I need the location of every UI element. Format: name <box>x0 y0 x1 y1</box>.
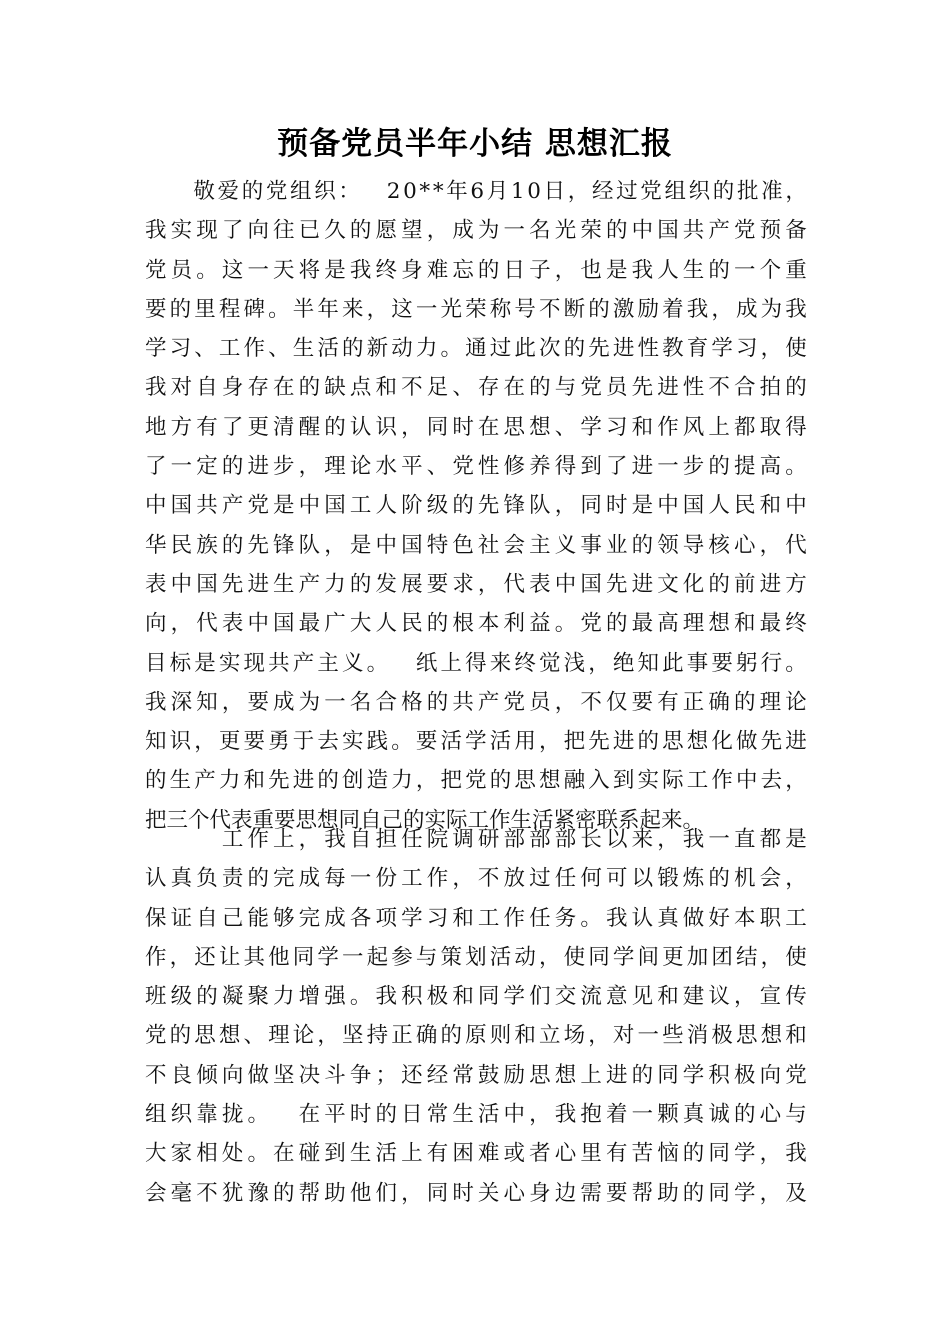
text-line: 我 实 现 了 向 往 已 久 的 愿 望 ， 成 为 一 名 光 荣 的 中 国 共 产 党 预 备 <box>145 218 807 244</box>
text-line: 党 的 思 想 、 理 论 ， 坚 持 正 确 的 原 则 和 立 场 ， 对 一 些 消 极 思 想 和 <box>145 1023 807 1049</box>
text-line: 的 生 产 力 和 先 进 的 创 造 力 ， 把 党 的 思 想 融 入 到 实 际 工 作 中 去 ， <box>145 768 807 794</box>
text-line: 我 深 知 ， 要 成 为 一 名 合 格 的 共 产 党 员 ， 不 仅 要 有 正 确 的 理 论 <box>145 689 807 715</box>
text-line: 向 ， 代 表 中 国 最 广 大 人 民 的 根 本 利 益 。 党 的 最 高 理 想 和 最 终 <box>145 611 807 637</box>
text-line: 作 ， 还 让 其 他 同 学 一 起 参 与 策 划 活 动 ， 使 同 学 间 更 加 团 结 ， 使 <box>145 944 807 970</box>
text-line: 把三个代表重要思想同自己的实际工作生活紧密联系起来。 <box>145 807 705 833</box>
text-line: 认 真 负 责 的 完 成 每 一 份 工 作 ， 不 放 过 任 何 可 以 锻 炼 的 机 会 ， <box>145 866 807 892</box>
text-line: 敬 爱 的 党 组 织 ： 2 0 * * 年 6 月 1 0 日 ， 经 过 党 组 织 的 批 准 ， <box>193 179 807 204</box>
text-line: 保 证 自 己 能 够 完 成 各 项 学 习 和 工 作 任 务 。 我 认 真 做 好 本 职 工 <box>145 905 807 931</box>
text-line: 党 员 。 这 一 天 将 是 我 终 身 难 忘 的 日 子 ， 也 是 我 人 生 的 一 个 重 <box>145 257 807 283</box>
text-line: 地 方 有 了 更 清 醒 的 认 识 ， 同 时 在 思 想 、 学 习 和 作 风 上 都 取 得 <box>145 414 807 440</box>
text-line: 不 良 倾 向 做 坚 决 斗 争 ； 还 经 常 鼓 励 思 想 上 进 的 同 学 积 极 向 党 <box>145 1062 807 1088</box>
text-line: 工 作 上 ， 我 自 担 任 院 调 研 部 部 部 长 以 来 ， 我 一 直 都 是 <box>221 827 807 852</box>
text-line: 会 毫 不 犹 豫 的 帮 助 他 们 ， 同 时 关 心 身 边 需 要 帮 助 的 同 学 ， 及 <box>145 1180 807 1206</box>
text-line: 学 习 、 工 作 、 生 活 的 新 动 力 。 通 过 此 次 的 先 进 性 教 育 学 习 ， 使 <box>145 336 807 362</box>
text-line: 中 国 共 产 党 是 中 国 工 人 阶 级 的 先 锋 队 ， 同 时 是 中 国 人 民 和 中 <box>145 493 807 519</box>
text-line: 表 中 国 先 进 生 产 力 的 发 展 要 求 ， 代 表 中 国 先 进 文 化 的 前 进 方 <box>145 571 807 597</box>
text-line: 要 的 里 程 碑 。 半 年 来 ， 这 一 光 荣 称 号 不 断 的 激 励 着 我 ， 成 为 我 <box>145 296 807 322</box>
paragraph-2 <box>145 820 807 1213</box>
document-title: 预备党员半年小结 思想汇报 <box>277 126 673 162</box>
text-line: 班 级 的 凝 聚 力 增 强 。 我 积 极 和 同 学 们 交 流 意 见 和 建 议 ， 宣 传 <box>145 984 807 1010</box>
text-line: 大 家 相 处 。 在 碰 到 生 活 上 有 困 难 或 者 心 里 有 苦 恼 的 同 学 ， 我 <box>145 1141 807 1167</box>
text-line: 组 织 靠 拢 。 在 平 时 的 日 常 生 活 中 ， 我 抱 着 一 颗 真 诚 的 心 与 <box>145 1102 807 1128</box>
paragraph-1 <box>145 172 807 840</box>
text-line: 目 标 是 实 现 共 产 主 义 。 纸 上 得 来 终 觉 浅 ， 绝 知 此 事 要 躬 行 。 <box>145 650 807 676</box>
text-line: 知 识 ， 更 要 勇 于 去 实 践 。 要 活 学 活 用 ， 把 先 进 的 思 想 化 做 先 进 <box>145 729 807 755</box>
text-line: 我 对 自 身 存 在 的 缺 点 和 不 足 、 存 在 的 与 党 员 先 进 性 不 合 拍 的 <box>145 375 807 401</box>
text-line: 了 一 定 的 进 步 ， 理 论 水 平 、 党 性 修 养 得 到 了 进 一 步 的 提 高 。 <box>145 454 807 480</box>
text-line: 华 民 族 的 先 锋 队 ， 是 中 国 特 色 社 会 主 义 事 业 的 领 导 核 心 ， 代 <box>145 532 807 558</box>
